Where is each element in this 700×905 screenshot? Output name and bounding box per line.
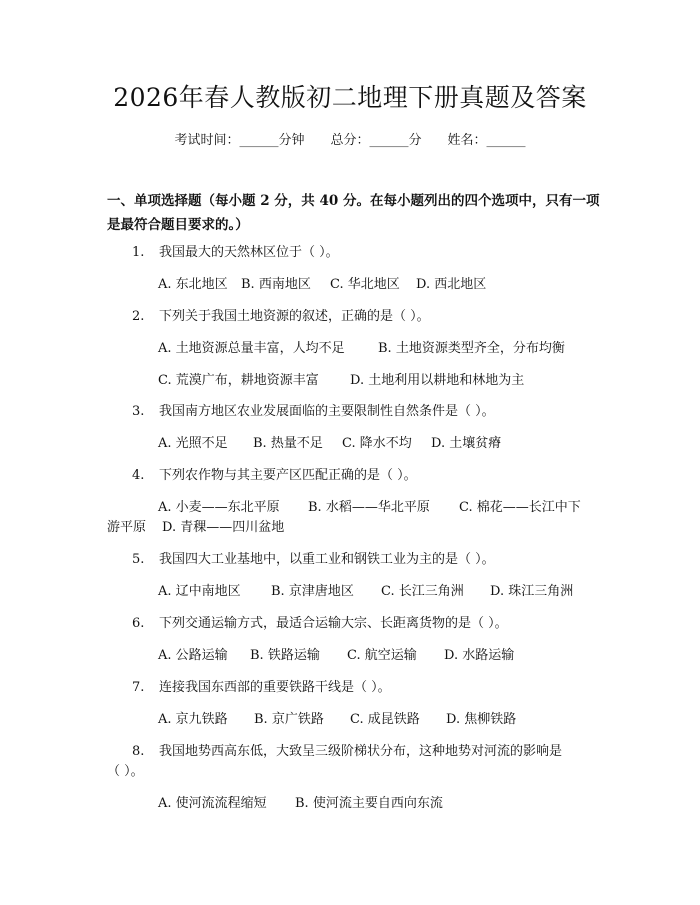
question-4-options-row-2 [107, 518, 284, 538]
question-number: 5. [132, 552, 145, 567]
option-c: C. 棉花——长江中下 [459, 500, 581, 515]
question-4-stem [132, 466, 417, 486]
option-d: D. 土地利用以耕地和林地为主 [350, 373, 525, 388]
option-c: C. 华北地区 [330, 277, 400, 292]
option-d: D. 珠江三角洲 [490, 584, 574, 599]
question-number: 7. [132, 680, 145, 695]
question-number: 6. [132, 616, 145, 631]
section-heading-line-2: 是最符合题目要求的。） [107, 217, 249, 233]
option-a: A. 光照不足 [158, 436, 228, 451]
question-text: 下列交通运输方式，最适合运输大宗、长距离货物的是（ ）。 [159, 616, 508, 631]
question-7-options [158, 710, 516, 730]
name-field: 姓名：______ [447, 133, 526, 148]
option-b: B. 水稻——华北平原 [308, 500, 430, 515]
question-1-stem [132, 243, 339, 263]
question-number: 2. [132, 309, 145, 324]
question-text: 我国地势西高东低，大致呈三级阶梯状分布，这种地势对河流的影响是 [159, 744, 563, 759]
question-1-options [158, 275, 486, 295]
option-a: A. 土地资源总量丰富，人均不足 [158, 341, 345, 356]
option-c: C. 成昆铁路 [350, 712, 420, 727]
option-c-continued: 游平原 [107, 520, 147, 535]
option-b: B. 京津唐地区 [271, 584, 354, 599]
question-8-stem-line-1 [132, 742, 562, 762]
option-b: B. 铁路运输 [250, 648, 320, 663]
option-b: B. 西南地区 [241, 277, 311, 292]
question-text: 我国四大工业基地中，以重工业和钢铁工业为主的是（ ）。 [159, 552, 495, 567]
option-a: A. 东北地区 [158, 277, 228, 292]
question-number: 3. [132, 404, 145, 419]
option-a: A. 京九铁路 [158, 712, 228, 727]
question-4-options-row-1 [158, 498, 581, 518]
option-c: C. 航空运输 [347, 648, 417, 663]
question-6-options [158, 646, 514, 666]
section-heading [107, 189, 607, 237]
question-2-options-row-2 [158, 371, 524, 391]
option-a: A. 使河流流程缩短 [158, 796, 267, 811]
question-number: 1. [132, 245, 145, 260]
option-c: C. 降水不均 [342, 436, 412, 451]
option-b: B. 热量不足 [253, 436, 323, 451]
total-score-field: 总分：______分 [330, 133, 422, 148]
question-2-stem [132, 307, 430, 327]
question-2-options-row-1 [158, 339, 565, 359]
option-d: D. 焦柳铁路 [446, 712, 517, 727]
option-a: A. 辽中南地区 [158, 584, 241, 599]
question-7-stem [132, 678, 391, 698]
option-c: C. 长江三角洲 [381, 584, 464, 599]
option-b: B. 土地资源类型齐全，分布均衡 [378, 341, 565, 356]
page-title: 2026年春人教版初二地理下册真题及答案 [113, 83, 587, 112]
exam-meta [0, 131, 700, 151]
option-b: B. 使河流主要自西向东流 [295, 796, 443, 811]
question-3-stem [132, 402, 495, 422]
question-text: 下列农作物与其主要产区匹配正确的是（ ）。 [159, 468, 417, 483]
question-8-options [158, 794, 443, 814]
section-heading-line-1: 一、单项选择题（每小题 2 分，共 40 分。在每小题列出的四个选项中，只有一项 [107, 193, 600, 209]
option-a: A. 小麦——东北平原 [158, 500, 280, 515]
question-3-options [158, 434, 501, 454]
question-5-options [158, 582, 573, 602]
question-text: 下列关于我国土地资源的叙述，正确的是（ ）。 [159, 309, 430, 324]
question-8-stem-line-2: （ ）。 [107, 764, 144, 779]
question-5-stem [132, 550, 495, 570]
exam-time-field: 考试时间：______分钟 [174, 133, 305, 148]
option-d: D. 水路运输 [444, 648, 515, 663]
option-d: D. 青稞——四川盆地 [162, 520, 285, 535]
question-text: 连接我国东西部的重要铁路干线是（ ）。 [159, 680, 391, 695]
question-number: 4. [132, 468, 145, 483]
option-d: D. 土壤贫瘠 [431, 436, 502, 451]
option-d: D. 西北地区 [416, 277, 487, 292]
question-text: 我国南方地区农业发展面临的主要限制性自然条件是（ ）。 [159, 404, 495, 419]
question-6-stem [132, 614, 508, 634]
option-a: A. 公路运输 [158, 648, 228, 663]
question-text: 我国最大的天然林区位于（ ）。 [159, 245, 339, 260]
option-b: B. 京广铁路 [254, 712, 324, 727]
question-number: 8. [132, 744, 145, 759]
option-c: C. 荒漠广布，耕地资源丰富 [158, 373, 319, 388]
